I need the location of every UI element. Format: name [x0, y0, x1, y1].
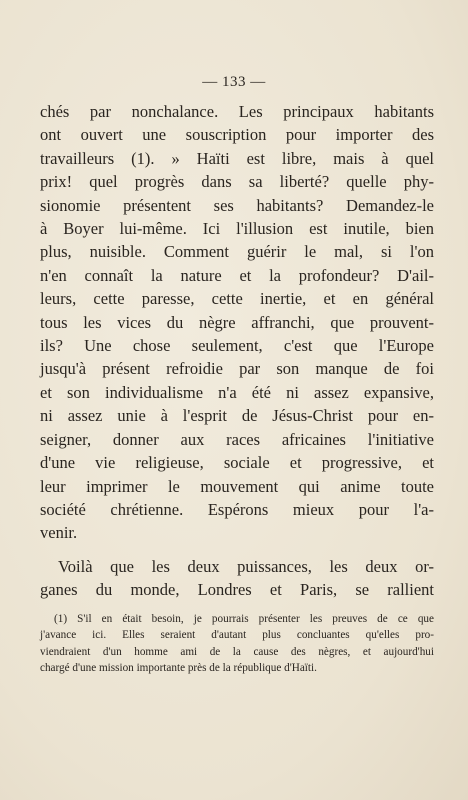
paragraph-gap — [40, 545, 434, 555]
text-line: prix! quel progrès dans sa liberté? quelle phy- — [40, 172, 434, 192]
text-line: à Boyer lui-même. Ici l'illusion est inutile, bien — [40, 219, 434, 239]
footnote-line: viendraient d'un homme ami de la cause des nègres, et aujourd'hui — [40, 645, 434, 658]
text-line: et son individualisme n'a été ni assez expansive, — [40, 382, 434, 402]
footnote-line: (1) S'il en était besoin, je pourrais présenter les preuves de ce que — [54, 613, 434, 625]
text-line: sionomie présentent ses habitants? Demandez-le — [40, 195, 434, 215]
text-line: venir. — [40, 523, 78, 543]
text-line: leurs, cette paresse, cette inertie, et en général — [40, 289, 434, 309]
text-line: plus, nuisible. Comment guérir le mal, si l'on — [40, 242, 434, 262]
text-line: chés par nonchalance. Les principaux habitants — [40, 102, 434, 121]
text-line: ni assez unie à l'esprit de Jésus-Christ pour en- — [40, 406, 434, 426]
page-number: — 133 — — [202, 74, 266, 90]
footnote-line: chargé d'une mission importante près de la république d'Haïti. — [40, 661, 317, 674]
text-line: travailleurs (1). » Haïti est libre, mais à quel — [40, 148, 434, 168]
text-line: tous les vices du nègre affranchi, que prouvent- — [40, 312, 434, 332]
text-line: ganes du monde, Londres et Paris, se rallient — [40, 580, 434, 600]
text-line: ont ouvert une souscription pour importer des — [40, 125, 434, 145]
text-line: seigner, donner aux races africaines l'initiative — [40, 429, 434, 449]
text-line: leur imprimer le mouvement qui anime toute — [40, 476, 434, 496]
text-line: société chrétienne. Espérons mieux pour l'a- — [40, 499, 434, 519]
text-line: Voilà que les deux puissances, les deux or- — [58, 556, 434, 576]
footnote — [40, 611, 434, 676]
footnote-line: j'avance ici. Elles seraient d'autant plus concluantes qu'elles pro- — [40, 629, 434, 642]
body-text — [40, 100, 434, 602]
text-line: d'une vie religieuse, sociale et progressive, et — [40, 453, 434, 473]
text-line: ils? Une chose seulement, c'est que l'Europe — [40, 336, 434, 356]
text-line: jusqu'à présent refroidie par son manque de foi — [40, 359, 434, 379]
text-line: n'en connaît la nature et la profondeur? D'ail- — [40, 265, 434, 285]
